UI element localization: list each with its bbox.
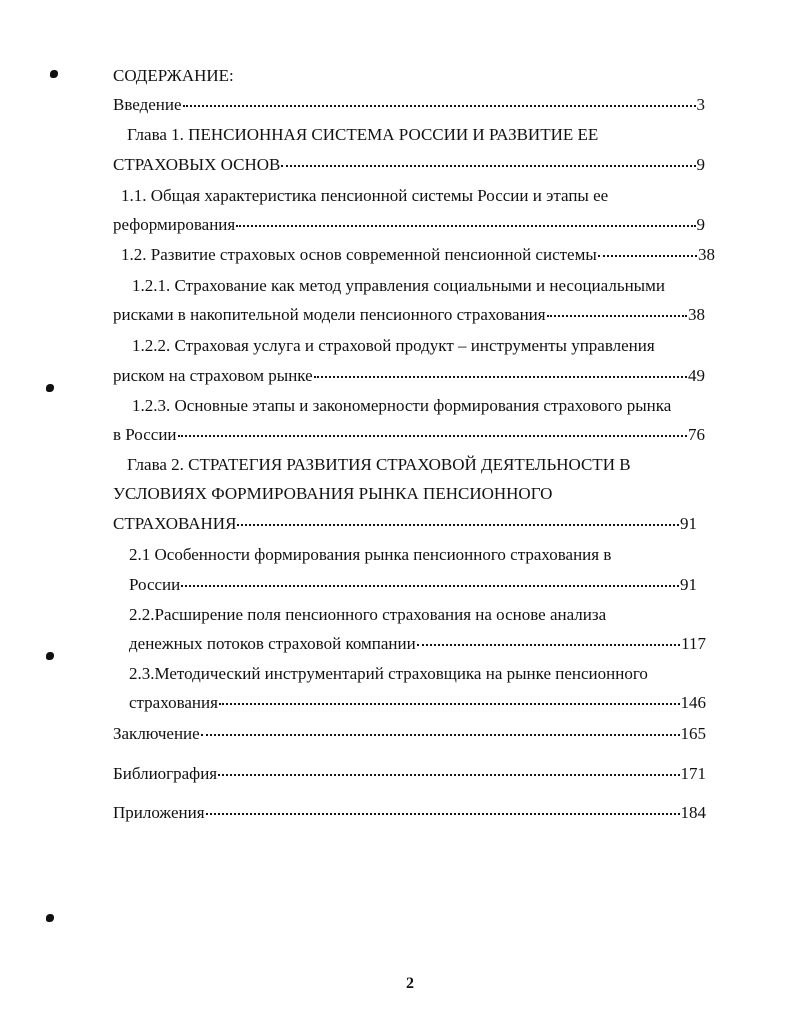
leader-dots	[547, 314, 687, 317]
leader-dots	[218, 773, 679, 776]
toc-label: России	[129, 575, 181, 594]
scan-speck	[46, 652, 54, 660]
leader-dots	[598, 254, 697, 257]
leader-dots	[314, 375, 687, 378]
toc-label: Введение	[113, 95, 182, 114]
toc-page: 76	[688, 425, 705, 444]
toc-page: 184	[680, 803, 706, 822]
leader-dots	[181, 584, 679, 587]
toc-entry-section-2-3	[129, 693, 706, 713]
toc-label: Заключение	[113, 724, 200, 743]
leader-dots	[417, 643, 680, 646]
toc-entry-section-1-2	[121, 245, 715, 265]
scan-speck	[46, 914, 54, 922]
toc-entry-bibliography	[113, 764, 706, 784]
leader-dots	[178, 434, 687, 437]
page-number: 2	[406, 975, 414, 992]
toc-page: 91	[680, 514, 697, 533]
toc-page: 49	[688, 366, 705, 385]
toc-label: Библиография	[113, 764, 218, 783]
toc-page: 38	[688, 305, 705, 324]
leader-dots	[219, 702, 680, 705]
toc-heading: СОДЕРЖАНИЕ:	[113, 66, 234, 85]
toc-page: 9	[696, 155, 705, 174]
toc-entry-chapter-1	[113, 155, 705, 175]
toc-label: СТРАХОВАНИЯ	[113, 514, 237, 533]
toc-label: денежных потоков страховой компании	[129, 634, 416, 653]
toc-chapter-1-title: Глава 1. ПЕНСИОННАЯ СИСТЕМА РОССИИ И РАЗВИТИЕ ЕЕ	[127, 125, 599, 144]
toc-page: 91	[680, 575, 697, 594]
leader-dots	[237, 523, 679, 526]
toc-entry-section-1-2-3	[113, 425, 705, 445]
toc-chapter-2-title-cont: УСЛОВИЯХ ФОРМИРОВАНИЯ РЫНКА ПЕНСИОННОГО	[113, 484, 553, 503]
toc-entry-appendices	[113, 803, 706, 823]
toc-section-2-1-title: 2.1 Особенности формирования рынка пенсионного страхования в	[129, 545, 612, 564]
toc-page: 3	[696, 95, 705, 114]
toc-page: 38	[698, 245, 715, 264]
toc-page: 9	[696, 215, 705, 234]
toc-page: 146	[680, 693, 706, 712]
toc-page: 117	[681, 634, 706, 653]
toc-section-1-2-3-title: 1.2.3. Основные этапы и закономерности формирования страхового рынка	[132, 396, 672, 415]
leader-dots	[206, 812, 680, 815]
leader-dots	[183, 104, 696, 107]
scan-speck	[46, 384, 54, 392]
toc-entry-intro	[113, 95, 705, 115]
toc-entry-conclusion	[113, 724, 706, 744]
toc-label: риском на страховом рынке	[113, 366, 313, 385]
toc-section-2-2-title: 2.2.Расширение поля пенсионного страхования на основе анализа	[129, 605, 607, 624]
scan-speck	[50, 70, 58, 78]
toc-label: Приложения	[113, 803, 205, 822]
leader-dots	[236, 224, 695, 227]
leader-dots	[201, 733, 680, 736]
toc-chapter-2-title: Глава 2. СТРАТЕГИЯ РАЗВИТИЯ СТРАХОВОЙ ДЕЯТЕЛЬНОСТИ В	[127, 455, 631, 474]
toc-section-2-3-title: 2.3.Методический инструментарий страховщика на рынке пенсионного	[129, 664, 648, 683]
toc-label: в России	[113, 425, 177, 444]
toc-section-1-2-2-title: 1.2.2. Страховая услуга и страховой продукт – инструменты управления	[132, 336, 655, 355]
toc-label: реформирования	[113, 215, 236, 234]
toc-entry-section-2-2	[129, 634, 706, 654]
toc-entry-section-2-1	[129, 575, 697, 595]
toc-section-1-2-1-title: 1.2.1. Страхование как метод управления социальными и несоциальными	[132, 276, 665, 295]
toc-entry-section-1-2-1	[113, 305, 705, 325]
toc-label: 1.2. Развитие страховых основ современной пенсионной системы	[121, 245, 597, 264]
toc-entry-section-1-1	[113, 215, 705, 235]
toc-entry-section-1-2-2	[113, 366, 705, 386]
toc-page: 171	[680, 764, 706, 783]
leader-dots	[281, 164, 695, 167]
toc-label: рисками в накопительной модели пенсионного страхования	[113, 305, 546, 324]
toc-section-1-1-title: 1.1. Общая характеристика пенсионной системы России и этапы ее	[121, 186, 609, 205]
toc-label: страхования	[129, 693, 218, 712]
toc-entry-chapter-2	[113, 514, 697, 534]
toc-page: 165	[680, 724, 706, 743]
toc-label: СТРАХОВЫХ ОСНОВ	[113, 155, 281, 174]
